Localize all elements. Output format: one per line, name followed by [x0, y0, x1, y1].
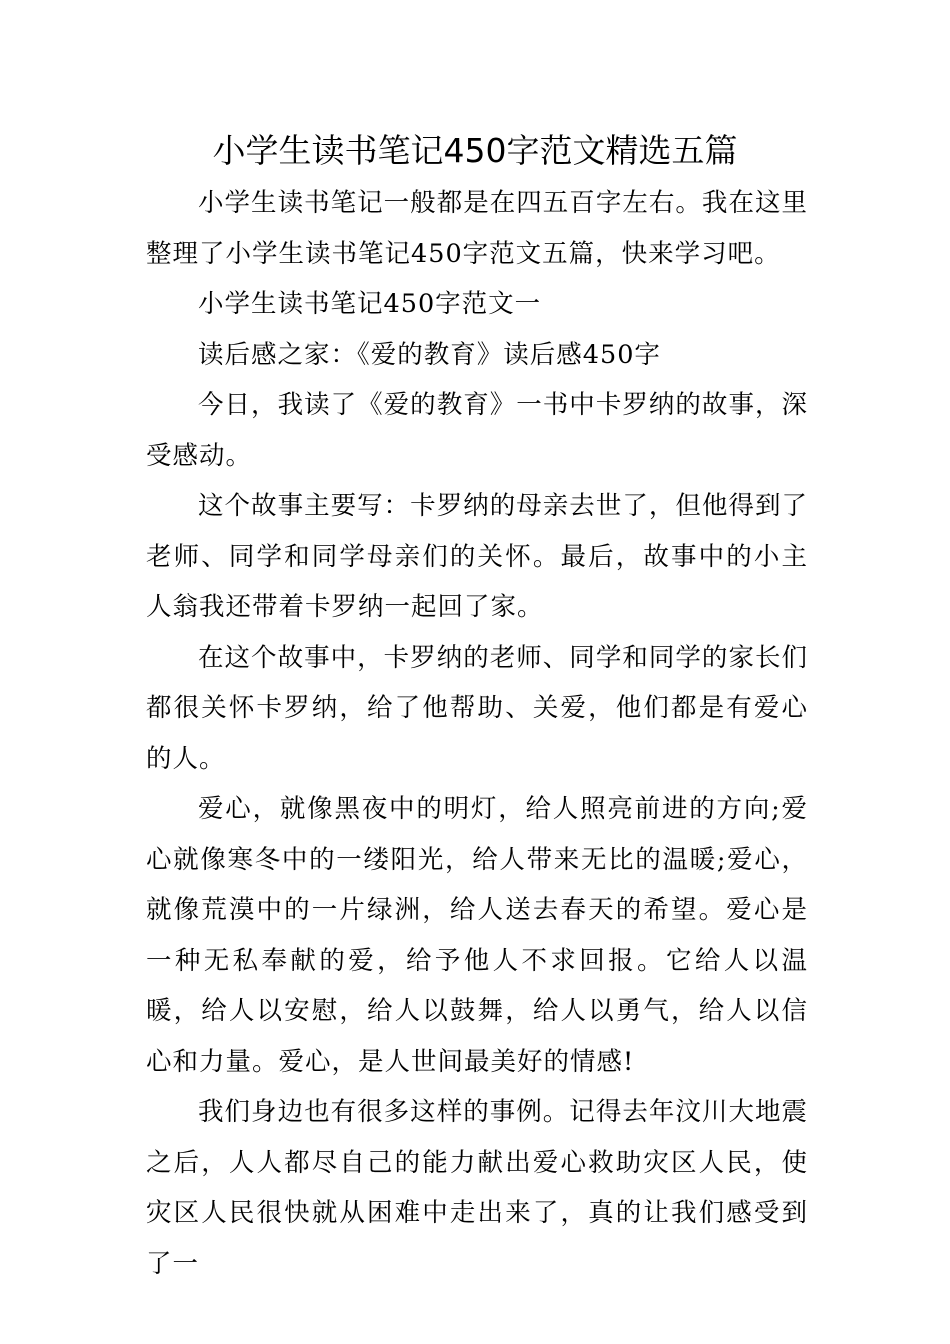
paragraph-3: 在这个故事中，卡罗纳的老师、同学和同学的家长们都很关怀卡罗纳，给了他帮助、关爱，他们都是有爱心的人。	[146, 642, 808, 774]
paragraph-intro: 小学生读书笔记一般都是在四五百字左右。我在这里整理了小学生读书笔记450字范文五篇，快来学习吧。	[146, 188, 808, 269]
document-title: 小学生读书笔记450字范文精选五篇	[212, 131, 738, 170]
paragraph-4: 爱心，就像黑夜中的明灯，给人照亮前进的方向;爱心就像寒冬中的一缕阳光，给人带来无比的温暖;爱心，就像荒漠中的一片绿洲，给人送去春天的希望。爱心是一种无私奉献的爱，给予他人不求回报。它给人以温暖，给人以安慰，给人以鼓舞，给人以勇气，给人以信心和力量。爱心，是人世间最美好的情感!	[146, 794, 808, 1077]
document-body	[146, 178, 808, 1289]
paragraph-2: 这个故事主要写：卡罗纳的母亲去世了，但他得到了老师、同学和同学母亲们的关怀。最后，故事中的小主人翁我还带着卡罗纳一起回了家。	[146, 491, 808, 622]
paragraph-section-heading: 小学生读书笔记450字范文一	[198, 289, 542, 319]
paragraph-essay-title: 读后感之家：《爱的教育》读后感450字	[198, 339, 661, 370]
paragraph-1: 今日，我读了《爱的教育》一书中卡罗纳的故事，深受感动。	[146, 390, 808, 471]
paragraph-5: 我们身边也有很多这样的事例。记得去年汶川大地震之后，人人都尽自己的能力献出爱心救助灾区人民，使灾区人民很快就从困难中走出来了，真的让我们感受到了一	[146, 1097, 808, 1279]
